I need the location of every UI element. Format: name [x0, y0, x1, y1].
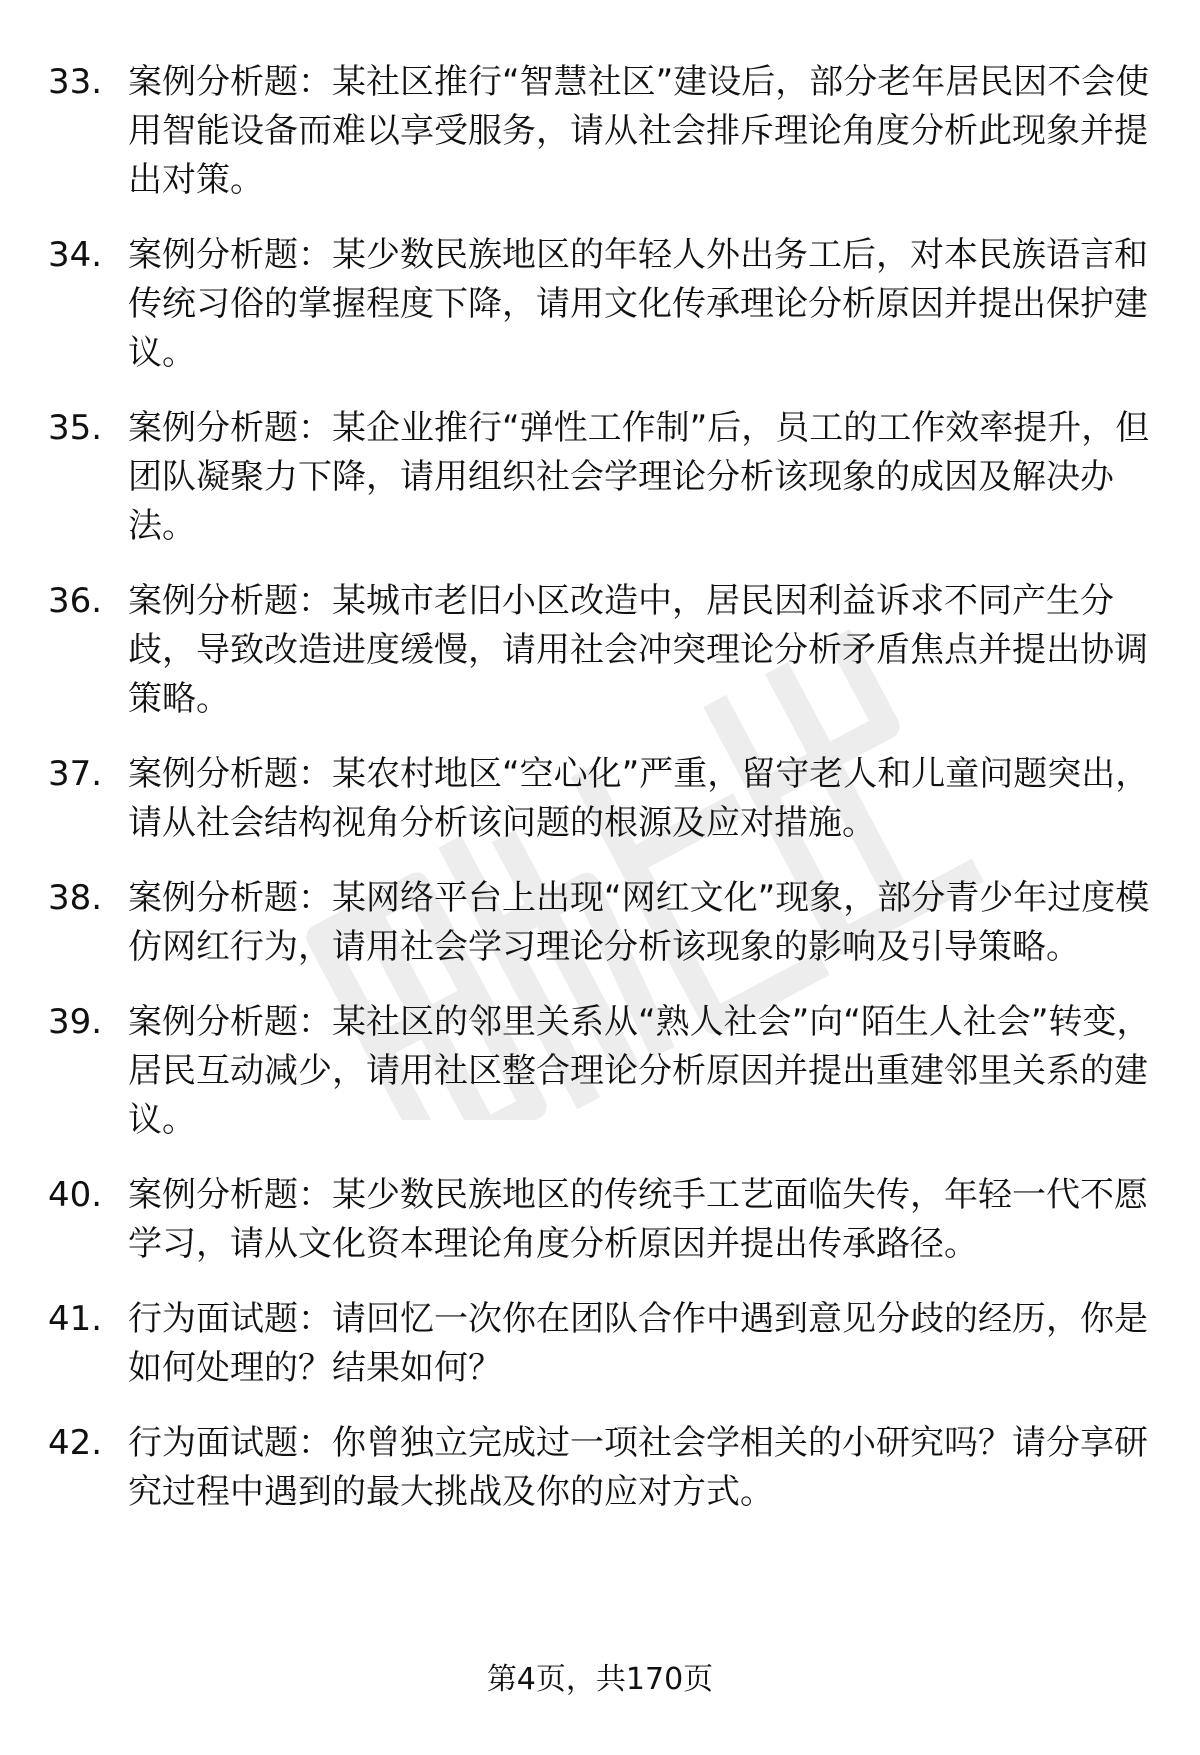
question-number: 35. — [48, 408, 103, 448]
question-text: 案例分析题：某少数民族地区的年轻人外出务工后，对本民族语言和传统习俗的掌握程度下降，请用文化传承理论分析原因并提出保护建议。 — [128, 235, 1148, 373]
question-item — [48, 750, 1158, 848]
question-item — [48, 874, 1158, 972]
question-number: 34. — [48, 235, 103, 275]
question-text: 行为面试题：请回忆一次你在团队合作中遇到意见分歧的经历，你是如何处理的？结果如何？ — [128, 1299, 1148, 1388]
question-item — [48, 1295, 1158, 1393]
question-item — [48, 404, 1158, 551]
question-item — [48, 577, 1158, 724]
page-number-label: 第4页，共170页 — [486, 1662, 714, 1697]
question-number: 37. — [48, 754, 103, 794]
question-number: 38. — [48, 878, 103, 918]
question-text: 案例分析题：某社区的邻里关系从“熟人社会”向“陌生人社会”转变，居民互动减少，请用社区整合理论分析原因并提出重建邻里关系的建议。 — [128, 1002, 1151, 1140]
question-number: 42. — [48, 1423, 103, 1463]
question-item — [48, 1171, 1158, 1269]
question-number: 36. — [48, 581, 103, 621]
question-text: 案例分析题：某农村地区“空心化”严重，留守老人和儿童问题突出，请从社会结构视角分析该问题的根源及应对措施。 — [128, 754, 1150, 843]
question-number: 39. — [48, 1002, 103, 1042]
question-number: 33. — [48, 62, 103, 102]
question-text: 案例分析题：某企业推行“弹性工作制”后，员工的工作效率提升，但团队凝聚力下降，请用组织社会学理论分析该现象的成因及解决办法。 — [128, 408, 1150, 546]
question-text: 案例分析题：某城市老旧小区改造中，居民因利益诉求不同产生分歧，导致改造进度缓慢，请用社会冲突理论分析矛盾焦点并提出协调策略。 — [128, 581, 1148, 719]
question-text: 案例分析题：某网络平台上出现“网红文化”现象，部分青少年过度模仿网红行为，请用社会学习理论分析该现象的影响及引导策略。 — [128, 878, 1150, 967]
question-item — [48, 231, 1158, 378]
page-footer — [0, 1660, 1200, 1700]
question-item — [48, 1419, 1158, 1517]
question-item — [48, 58, 1158, 205]
question-item — [48, 998, 1158, 1145]
question-text: 案例分析题：某少数民族地区的传统手工艺面临失传，年轻一代不愿学习，请从文化资本理论角度分析原因并提出传承路径。 — [128, 1175, 1148, 1264]
question-text: 行为面试题：你曾独立完成过一项社会学相关的小研究吗？请分享研究过程中遇到的最大挑战及你的应对方式。 — [128, 1423, 1148, 1512]
question-text: 案例分析题：某社区推行“智慧社区”建设后，部分老年居民因不会使用智能设备而难以享受服务，请从社会排斥理论角度分析此现象并提出对策。 — [128, 62, 1150, 200]
question-number: 40. — [48, 1175, 103, 1215]
question-list — [48, 58, 1158, 1543]
question-number: 41. — [48, 1299, 103, 1339]
